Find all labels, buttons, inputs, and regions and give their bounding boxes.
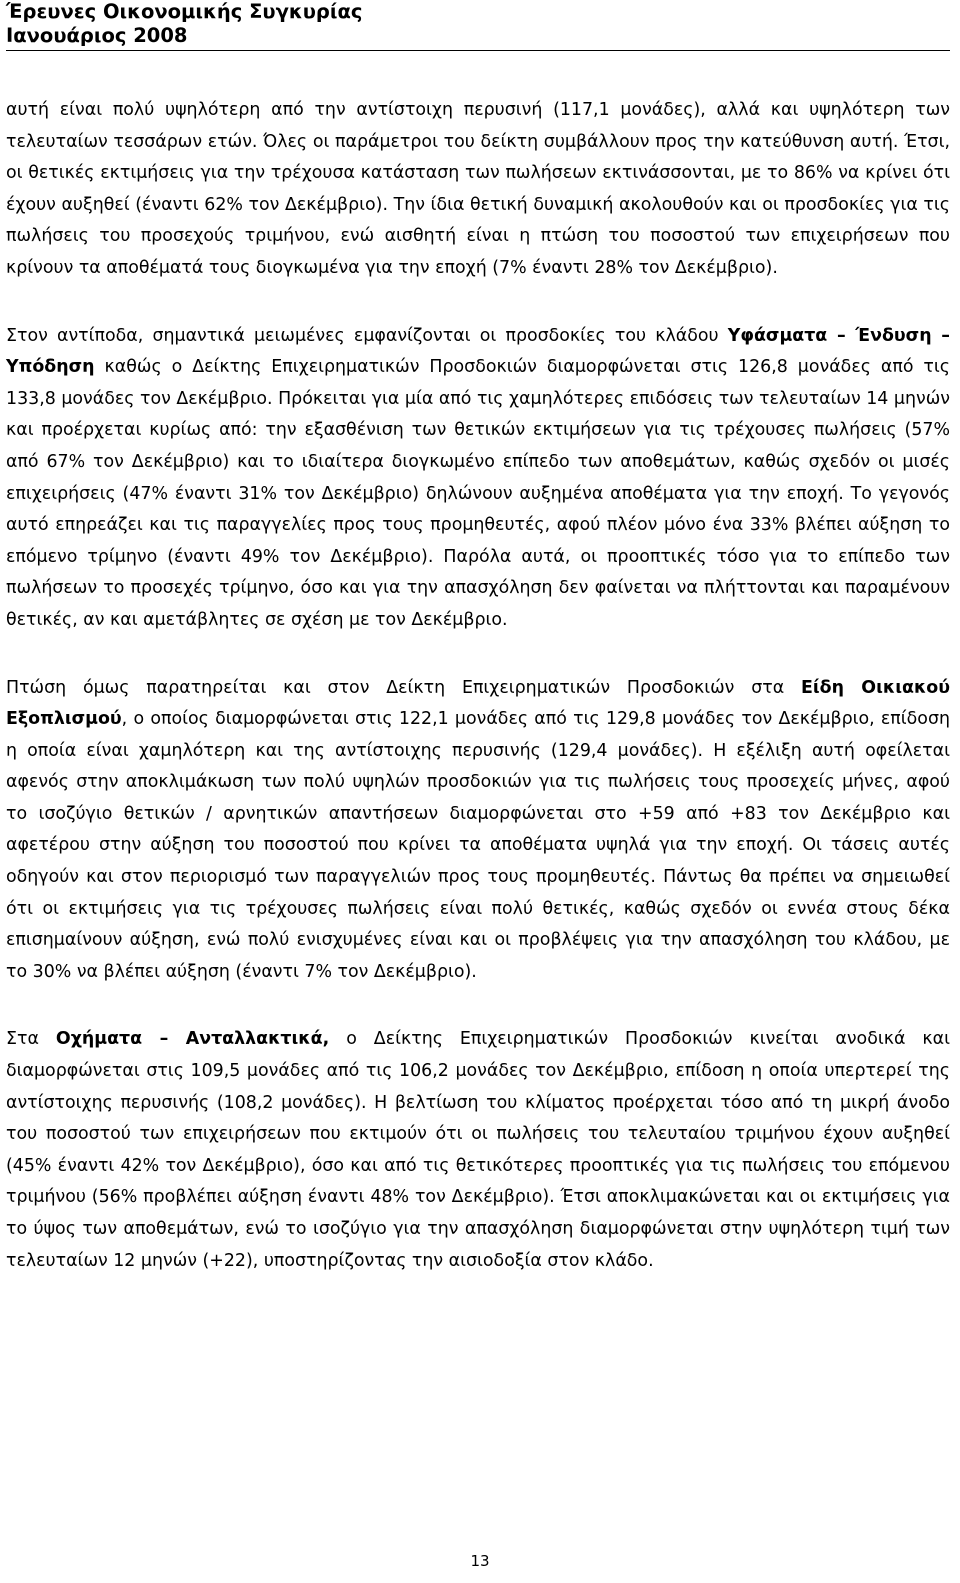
sector-name-household-equipment: Είδη Οικιακού Εξοπλισμού xyxy=(6,677,950,730)
paragraph-2-text-b: καθώς ο Δείκτης Επιχειρηματικών Προσδοκιών διαμορφώνεται στις 126,8 μονάδες από τις 133,8 μονάδες τον Δεκέμβριο. Πρόκειται για μία από τις χαμηλότερες επιδόσεις των τελευταίων 14 μηνών και προέρχεται κυρίως από: την εξασθένιση των θετικών εκτιμήσεων για τις τρέχουσες πωλήσεις (57% από 67% τον Δεκέμβριο) και το ιδιαίτερα διογκωμένο επίπεδο των αποθεμάτων, καθώς σχεδόν οι μισές επιχειρήσεις (47% έναντι 31% τον Δεκέμβριο) δηλώνουν αυξημένα αποθέματα για την εποχή. Το γεγονός αυτό επηρεάζει και τις παραγγελίες προς τους προμηθευτές, αφού πλέον μόνο ένα 33% βλέπει αύξηση το επόμενο τρίμηνο (έναντι 49% τον Δεκέμβριο). Παρόλα αυτά, οι προοπτικές τόσο για το επίπεδο των πωλήσεων το προσεχές τρίμηνο, όσο και για την απασχόληση δεν φαίνεται να πλήττονται και παραμένουν θετικές, αν και αμετάβλητες σε σχέση με τον Δεκέμβριο. xyxy=(6,357,950,630)
paragraph-2 xyxy=(6,321,950,637)
sector-name-vehicles-parts: Οχήματα – Ανταλλακτικά, xyxy=(55,1029,330,1050)
paragraph-4 xyxy=(6,1024,950,1277)
paragraph-1 xyxy=(6,95,950,285)
page-number: 13 xyxy=(470,1552,490,1570)
paragraph-3-text-a: Πτώση όμως παρατηρείται και στον Δείκτη Επιχειρηματικών Προσδοκιών στα xyxy=(6,677,801,698)
paragraph-1-text: αυτή είναι πολύ υψηλότερη από την αντίστοιχη περυσινή (117,1 μονάδες), αλλά και υψηλότερη των τελευταίων τεσσάρων ετών. Όλες οι παράμετροι του δείκτη συμβάλλουν προς την κατεύθυνση αυτή. Έτσι, οι θετικές εκτιμήσεις για την τρέχουσα κατάσταση των πωλήσεων εκτινάσσονται, με το 86% να κρίνει ότι έχουν αυξηθεί (έναντι 62% τον Δεκέμβριο). Την ίδια θετική δυναμική ακολουθούν και οι προσδοκίες για τις πωλήσεις του προσεχούς τριμήνου, ενώ αισθητή είναι η πτώση του ποσοστού των επιχειρήσεων που κρίνουν τα αποθέματά τους διογκωμένα για την εποχή (7% έναντι 28% τον Δεκέμβριο). xyxy=(6,100,950,278)
body-text xyxy=(6,95,950,1313)
page-header xyxy=(6,0,950,48)
paragraph-4-text-b: ο Δείκτης Επιχειρηματικών Προσδοκιών κινείται ανοδικά και διαμορφώνεται στις 109,5 μονάδες από τις 106,2 μονάδες τον Δεκέμβριο, επίδοση η οποία υπερτερεί της αντίστοιχης περυσινής (108,2 μονάδες). Η βελτίωση του κλίματος προέρχεται τόσο από τη μικρή άνοδο του ποσοστού των επιχειρήσεων που εκτιμούν ότι οι πωλήσεις του τελευταίου τριμήνου έχουν αυξηθεί (45% έναντι 42% τον Δεκέμβριο), όσο και από τις θετικότερες προοπτικές για τις πωλήσεις του επόμενου τριμήνου (56% προβλέπει αύξηση έναντι 48% τον Δεκέμβριο). Έτσι αποκλιμακώνεται και οι εκτιμήσεις για το ύψος των αποθεμάτων, ενώ το ισοζύγιο για την απασχόληση διαμορφώνεται στην υψηλότερη τιμή των τελευταίων 12 μηνών (+22), υποστηρίζοντας την αισιοδοξία στον κλάδο. xyxy=(6,1029,950,1271)
header-divider xyxy=(6,50,950,51)
header-title: Έρευνες Οικονομικής Συγκυρίας xyxy=(6,0,363,23)
paragraph-4-text-a: Στα xyxy=(6,1029,56,1050)
sector-name-textiles: Υφάσματα – Ένδυση – Υπόδηση xyxy=(6,325,950,378)
paragraph-2-text-a: Στον αντίποδα, σημαντικά μειωμένες εμφανίζονται οι προσδοκίες του κλάδου xyxy=(6,325,728,346)
paragraph-3-text-b: , ο οποίος διαμορφώνεται στις 122,1 μονάδες από τις 129,8 μονάδες τον Δεκέμβριο, επίδοση η οποία είναι χαμηλότερη και της αντίστοιχης περυσινής (129,4 μονάδες). Η εξέλιξη αυτή οφείλεται αφενός στην αποκλιμάκωση των πολύ υψηλών προσδοκιών για τις πωλήσεις τους προσεχείς μήνες, αφού το ισοζύγιο θετικών / αρνητικών απαντήσεων διαμορφώνεται στο +59 από +83 τον Δεκέμβριο και αφετέρου στην αύξηση του ποσοστού που κρίνει τα αποθέματα υψηλά για την εποχή. Οι τάσεις αυτές οδηγούν και στον περιορισμό των παραγγελιών προς τους προμηθευτές. Πάντως θα πρέπει να σημειωθεί ότι οι εκτιμήσεις για τις τρέχουσες πωλήσεις είναι πολύ θετικές, καθώς σχεδόν οι εννέα στους δέκα επισημαίνουν αύξηση, ενώ πολύ ενισχυμένες είναι και οι προβλέψεις για την απασχόληση του κλάδου, με το 30% να βλέπει αύξηση (έναντι 7% τον Δεκέμβριο). xyxy=(6,709,950,982)
paragraph-3 xyxy=(6,673,950,989)
header-date: Ιανουάριος 2008 xyxy=(6,24,188,47)
